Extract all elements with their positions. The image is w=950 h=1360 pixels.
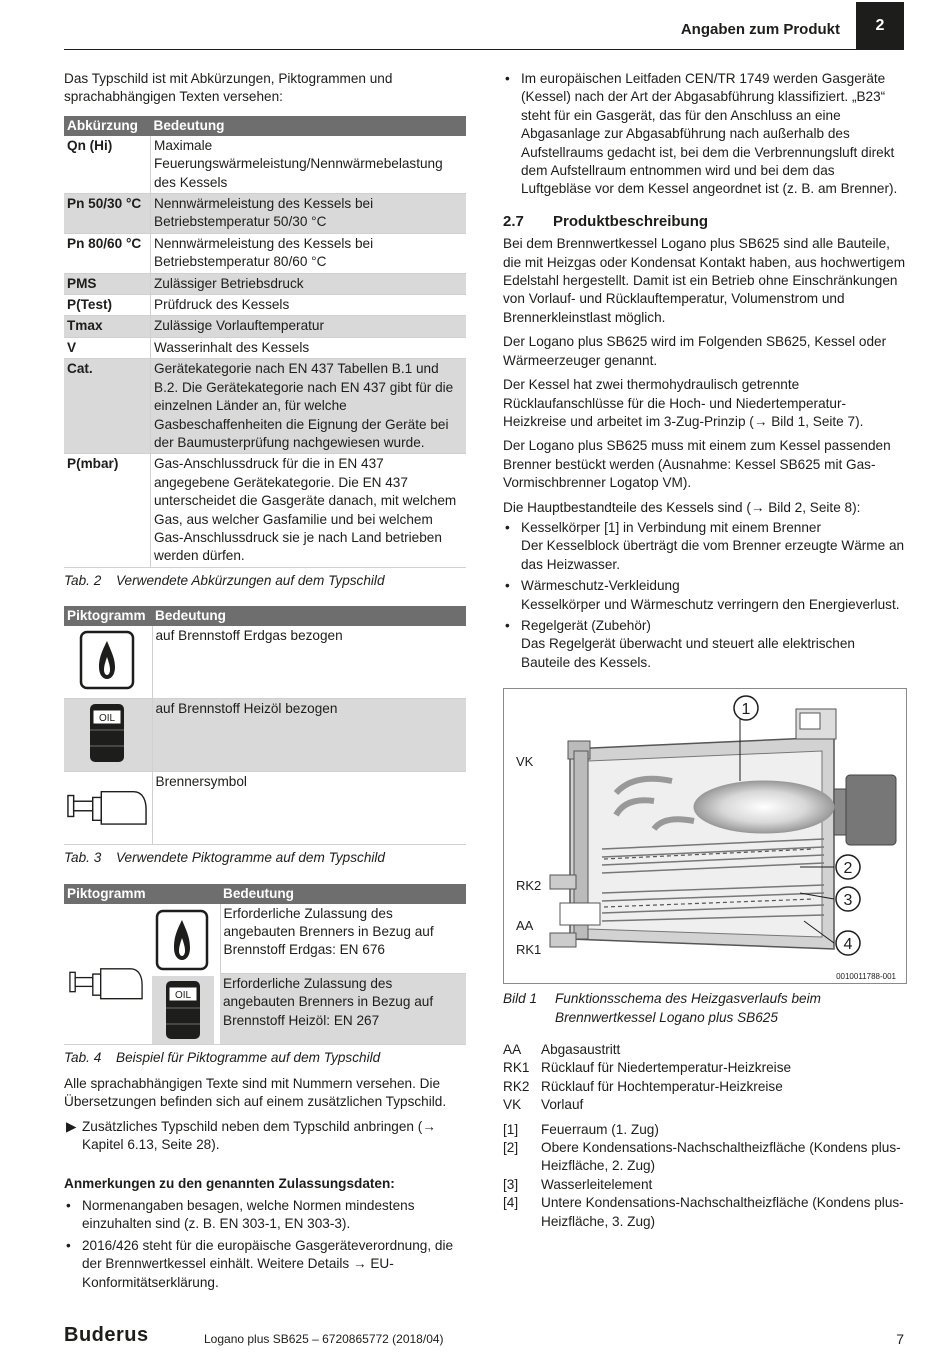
oil-barrel-icon: [158, 978, 208, 1047]
legend-key: AA: [503, 1042, 522, 1057]
table-cell: Erforderliche Zulassung des angebauten Brenners in Bezug auf Brennstoff Erdgas: EN 676: [220, 904, 466, 974]
table-row: [64, 194, 466, 234]
intro-text: Das Typschild ist mit Abkürzungen, Piktogrammen und sprachabhängigen Texten versehen:: [64, 71, 393, 105]
abbreviation-legend: [503, 1041, 905, 1115]
boiler-schematic-drawing: [504, 689, 906, 983]
left-column: [64, 70, 466, 1295]
document-reference: Logano plus SB625 – 6720865772 (2018/04): [204, 1332, 444, 1346]
table-cell: Wasserinhalt des Kessels: [151, 337, 467, 358]
table-cell: Pn 80/60 °C: [64, 233, 151, 273]
table-row: [64, 772, 466, 845]
legend-item: [503, 1059, 905, 1077]
burner-icon: [67, 773, 147, 839]
table-row: [64, 273, 466, 294]
legend-key: [2]: [503, 1140, 519, 1156]
action-arrow-icon: ▶: [66, 1118, 77, 1134]
right-column: [503, 70, 905, 1231]
table-row: [64, 699, 466, 772]
table-header: Bedeutung: [151, 116, 467, 136]
pictogram-cell: [64, 699, 152, 772]
numbered-text-note: Alle sprachabhängigen Texte sind mit Nummern versehen. Die Übersetzungen befinden sich auf einem zusätzlichen Typschild.: [64, 1075, 447, 1110]
table-cell: Pn 50/30 °C: [64, 194, 151, 234]
legend-item: [503, 1176, 905, 1194]
table-cell: Maximale Feuerungswärmeleistung/Nennwärmebelastung des Kessels: [151, 136, 467, 194]
table-caption: [64, 1049, 466, 1067]
list-item: • 2016/426 steht für die europäische Gasgeräteverordnung, die der Brennwertkessel einhält. Weitere Details → EU-Konformitätserklärung.: [64, 1237, 466, 1292]
caption-text: Beispiel für Piktogramme auf dem Typschild: [116, 1049, 381, 1065]
table-cell: auf Brennstoff Erdgas bezogen: [152, 626, 466, 699]
brand-logo: Buderus: [64, 1324, 149, 1346]
legend-value: Vorlauf: [541, 1097, 584, 1113]
section-heading: [503, 213, 905, 231]
table-row: [64, 904, 466, 974]
legend-value: Feuerraum (1. Zug): [541, 1121, 659, 1137]
label-rk2: RK2: [516, 878, 542, 894]
caption-label: Tab. 2: [64, 572, 102, 588]
section-number: 2.7: [503, 212, 524, 230]
classification-list: [503, 70, 905, 199]
legend-key: RK2: [503, 1078, 530, 1094]
pictogram-cell: [64, 904, 220, 1045]
pictogram-table: [64, 606, 466, 845]
oil-label: OIL: [98, 713, 116, 725]
paragraph: Der Logano plus SB625 muss mit einem zum Kessel passenden Brenner bestückt werden (Ausnahme: Kessel SB625 mit Gas-Vormischbrenner Logatop VM).: [503, 438, 891, 491]
legend-item: [503, 1041, 905, 1059]
table-cell: PMS: [64, 273, 151, 294]
table-header: Piktogramm: [64, 884, 220, 904]
table-cell: Tmax: [64, 316, 151, 337]
caption-text: Funktionsschema des Heizgasverlaufs beim Brennwertkessel Logano plus SB625: [555, 991, 821, 1025]
chapter-number: 2: [856, 2, 904, 50]
legend-value: Untere Kondensations-Nachschaltheizfläche (Kondens plus-Heizfläche, 3. Zug): [541, 1195, 904, 1229]
legend-key: [1]: [503, 1121, 519, 1137]
legend-key: VK: [503, 1097, 522, 1113]
section-title: Produktbeschreibung: [553, 212, 709, 230]
table-cell: auf Brennstoff Heizöl bezogen: [152, 699, 466, 772]
pictogram-example-table: [64, 884, 466, 1045]
legend-value: Obere Kondensations-Nachschaltheizfläche (Kondens plus-Heizfläche, 2. Zug): [541, 1140, 901, 1174]
table-cell: V: [64, 337, 151, 358]
paragraph: Der Kessel hat zwei thermohydraulisch getrennte Rücklaufanschlüsse für die Hoch- und Niedertemperatur-Heizkreise und arbeitet im 3-Zug-Prinzip (→ Bild 1, Seite 7).: [503, 377, 864, 429]
table-row: [64, 454, 466, 567]
table-cell: P(mbar): [64, 454, 151, 567]
table-cell: Prüfdruck des Kessels: [151, 295, 467, 316]
component-desc: Kesselkörper und Wärmeschutz verringern den Energieverlust.: [521, 596, 900, 612]
table-row: [64, 626, 466, 699]
legend-item: [503, 1194, 905, 1231]
table-row: [64, 233, 466, 273]
table-cell: Nennwärmeleistung des Kessels bei Betriebstemperatur 50/30 °C: [151, 194, 467, 234]
callout-3: 3: [843, 892, 853, 910]
legend-key: [4]: [503, 1195, 519, 1211]
callout-4: 4: [843, 936, 853, 954]
burner-icon: [64, 960, 148, 1009]
component-title: • Wärmeschutz-Verkleidung: [521, 578, 680, 594]
component-desc: Der Kesselblock überträgt die vom Brenner erzeugte Wärme an das Heizwasser.: [521, 538, 905, 572]
legend-value: Abgasaustritt: [541, 1042, 621, 1057]
legend-item: [503, 1121, 905, 1139]
page-number: 7: [896, 1331, 904, 1347]
component-title: • Kesselkörper [1] in Verbindung mit einem Brenner: [521, 519, 821, 535]
table-row: [64, 337, 466, 358]
table-cell: Nennwärmeleistung des Kessels bei Betriebstemperatur 80/60 °C: [151, 233, 467, 273]
callout-2: 2: [843, 860, 853, 878]
table-header: Abkürzung: [64, 116, 151, 136]
list-item: • Im europäischen Leitfaden CEN/TR 1749 werden Gasgeräte (Kessel) nach der Art der Abgasabführung klassifiziert. „B23“ steht für ein Gasgerät, das für den Anschluss an eine Abgasanlage zur Abgasabführung nach außerhalb des Aufstellraums gedacht ist, bei dem die Verbrennungsluft direkt dem Aufstellraum entnommen wird und bei dem das Luftgebläse vor dem Kessel angeordnet ist (z. B. am Brenner).: [503, 70, 905, 199]
boiler-flow-diagram: [503, 688, 907, 984]
legend-value: Rücklauf für Hochtemperatur-Heizkreise: [541, 1078, 783, 1094]
legend-item: [503, 1139, 905, 1176]
table-cell: Cat.: [64, 359, 151, 454]
table-cell: Qn (Hi): [64, 136, 151, 194]
notes-list: [64, 1197, 466, 1292]
paragraph: Der Logano plus SB625 wird im Folgenden SB625, Kessel oder Wärmeerzeuger genannt.: [503, 334, 887, 368]
oil-barrel-icon: [67, 700, 147, 766]
oil-label: OIL: [174, 989, 192, 1001]
table-cell: Zulässiger Betriebsdruck: [151, 273, 467, 294]
caption-text: Verwendete Abkürzungen auf dem Typschild: [116, 572, 385, 588]
table-caption: [64, 572, 466, 590]
figure-code: 0010011788-001: [836, 972, 896, 982]
header-rule: [64, 49, 904, 50]
table-header: Piktogramm: [64, 606, 152, 626]
list-item: • Normenangaben besagen, welche Normen mindestens einzuhalten sind (z. B. EN 303-1, EN 303-3).: [64, 1197, 466, 1234]
label-rk1: RK1: [516, 942, 542, 958]
list-item: [503, 519, 905, 574]
gas-flame-icon: [67, 627, 147, 693]
component-desc: Das Regelgerät überwacht und steuert alle elektrischen Bauteile des Kessels.: [521, 636, 855, 670]
legend-item: [503, 1078, 905, 1096]
label-vk: VK: [516, 754, 534, 770]
action-step: [64, 1118, 466, 1155]
table-cell: Brennersymbol: [152, 772, 466, 845]
paragraph: Bei dem Brennwertkessel Logano plus SB625 sind alle Bauteile, die mit Heizgas oder Kondensat Kontakt haben, aus hochwertigem Edelstahl hergestellt. Damit ist ein Betrieb ohne Einschränkungen von Vorlauf- und Rücklauftemperatur, Volumenstrom und Brennerkleinstlast möglich.: [503, 236, 906, 325]
components-list: [503, 519, 905, 672]
callout-1: 1: [741, 701, 751, 719]
table-header: Bedeutung: [152, 606, 466, 626]
table-header: Bedeutung: [220, 884, 466, 904]
legend-value: Rücklauf für Niedertemperatur-Heizkreise: [541, 1060, 792, 1076]
pictogram-cell: [64, 772, 152, 845]
action-text: Zusätzliches Typschild neben dem Typschild anbringen (→ Kapitel 6.13, Seite 28).: [82, 1118, 436, 1153]
label-aa: AA: [516, 918, 534, 934]
figure-caption: [503, 990, 905, 1027]
table-cell: Erforderliche Zulassung des angebauten Brenners in Bezug auf Brennstoff Heizöl: EN 267: [220, 974, 466, 1045]
table-row: [64, 316, 466, 337]
number-legend: [503, 1121, 905, 1231]
table-row: [64, 359, 466, 454]
table-cell: Gerätekategorie nach EN 437 Tabellen B.1 und B.2. Die Gerätekategorie nach EN 437 gibt für die einzelnen Länder an, für welche Gasbeschaffenheiten die Eignung der Geräte bei der Baumusterprüfung nachgewiesen wurde.: [151, 359, 467, 454]
legend-key: RK1: [503, 1060, 530, 1076]
caption-text: Verwendete Piktogramme auf dem Typschild: [116, 850, 385, 866]
header-title: Angaben zum Produkt: [680, 21, 840, 38]
legend-key: [3]: [503, 1176, 519, 1192]
caption-label: Tab. 4: [64, 1049, 102, 1065]
list-item: [503, 617, 905, 672]
abbreviation-table: [64, 116, 466, 568]
table-row: [64, 136, 466, 194]
component-title: • Regelgerät (Zubehör): [521, 617, 651, 633]
legend-value: Wasserleitelement: [541, 1176, 653, 1192]
table-row: [64, 295, 466, 316]
legend-item: [503, 1096, 905, 1114]
notes-heading: Anmerkungen zu den genannten Zulassungsdaten:: [64, 1175, 395, 1191]
table-cell: P(Test): [64, 295, 151, 316]
table-cell: Gas-Anschlussdruck für die in EN 437 angegebene Gerätekategorie. Die EN 437 unterscheidet die Gasgeräte danach, mit welchem Gas, aus welcher Gasfamilie und bei welchem Gas-Anschlussdruck sie je nach Land betrieben werden dürfen.: [151, 454, 467, 567]
caption-label: Bild 1: [503, 991, 538, 1007]
table-cell: Zulässige Vorlauftemperatur: [151, 316, 467, 337]
paragraph: Die Hauptbestandteile des Kessels sind (→ Bild 2, Seite 8):: [503, 499, 861, 515]
caption-label: Tab. 3: [64, 850, 102, 866]
pictogram-cell: [64, 626, 152, 699]
list-item: [503, 577, 905, 614]
table-caption: [64, 849, 466, 867]
gas-flame-icon: [154, 908, 210, 977]
